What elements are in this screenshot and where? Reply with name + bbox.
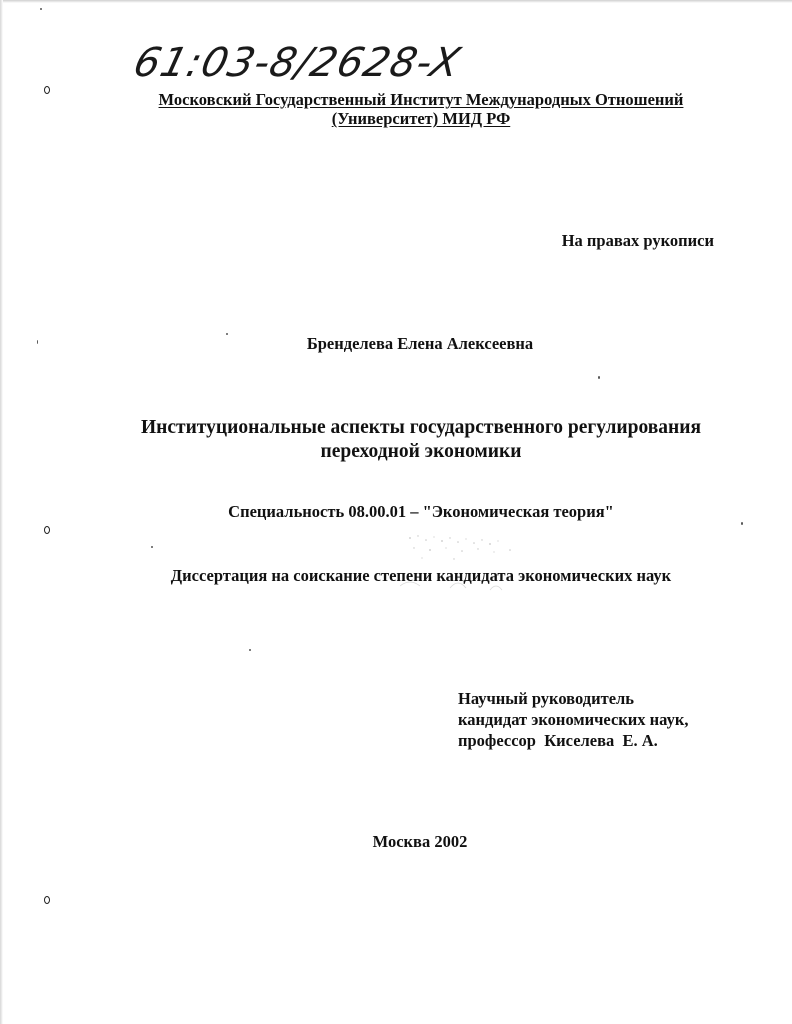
binding-hole-icon [44,526,50,534]
institution-line-2: (Университет) МИД РФ [331,109,511,128]
supervisor-line-1: Научный руководитель [458,689,634,708]
city-year: Москва 2002 [372,832,468,851]
degree-line: Диссертация на соискание степени кандидата экономических наук [170,566,672,585]
scan-speck [37,340,38,344]
institution-header [0,90,792,128]
title-line-1: Институциональные аспекты государственного регулирования [140,417,702,438]
scan-speck [249,649,251,651]
supervisor-line-2: кандидат экономических наук, [458,710,689,729]
archive-code-text: 61:03-8/2628-X [129,38,466,86]
dissertation-title [0,416,792,464]
title-line-2: переходной экономики [320,441,522,462]
supervisor-block [458,688,688,751]
scan-speck [741,522,743,525]
author-name: Бренделева Елена Алексеевна [306,334,534,353]
scan-speck [40,8,42,10]
handwritten-archive-code [129,18,512,88]
scan-speck [598,376,600,379]
scan-speck [151,546,153,548]
specialty-line: Специальность 08.00.01 – "Экономическая теория" [228,502,614,521]
handwritten-archive-code-graphic [129,18,512,88]
manuscript-rights-note: На правах рукописи [561,231,714,250]
institution-line-1: Московский Государственный Институт Международных Отношений [158,90,684,109]
supervisor-line-3: профессор Киселева Е. А. [458,731,658,750]
scan-edge-top [0,0,792,3]
binding-hole-icon [44,896,50,904]
scan-speck [226,333,228,335]
